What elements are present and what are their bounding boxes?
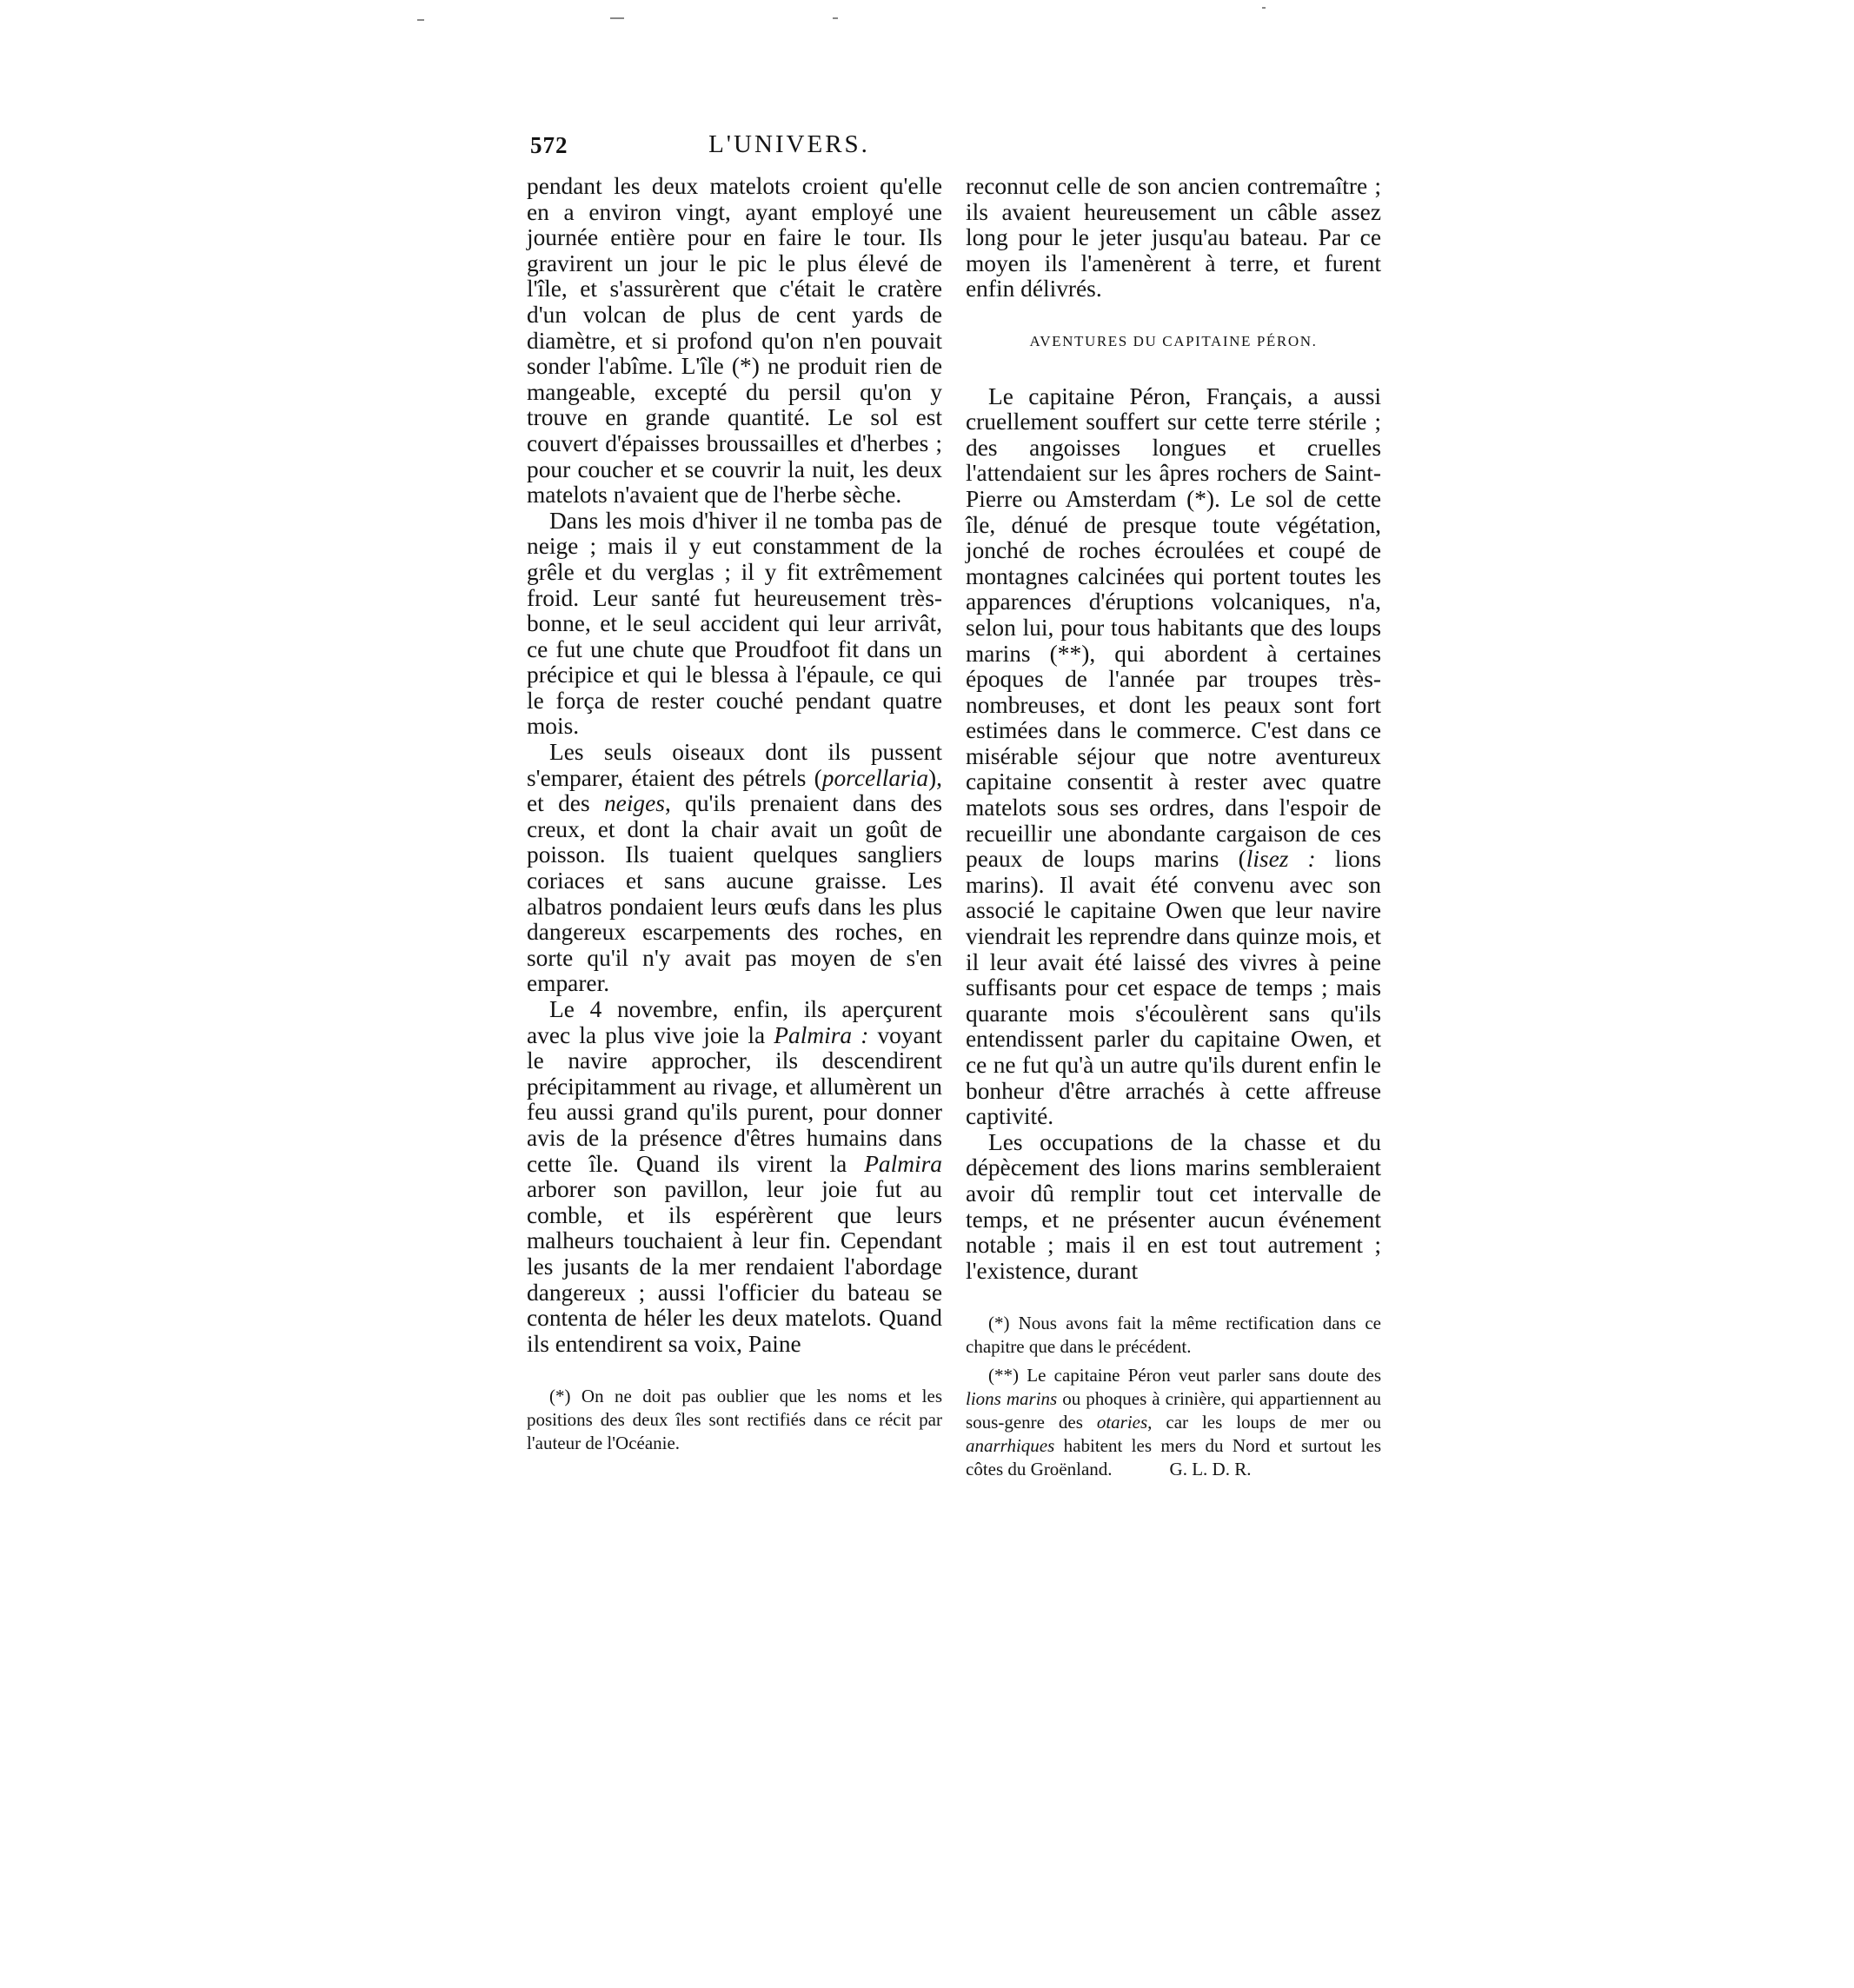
text-run: Les seuls oiseaux dont ils pussent s'emparer, étaient des pétrels ( — [527, 739, 942, 791]
italic-term: anarrhiques — [966, 1435, 1055, 1457]
running-title: L'UNIVERS. — [708, 130, 870, 158]
paragraph: pendant les deux matelots croient qu'elle en a environ vingt, ayant employé une journée entière pour en faire le tour. Ils gravirent un jour le pic le plus élevé de l'île, et s'assurèrent que c'était le cratère d'un volcan de plus de cent yards de diamètre, et si profond qu'on n'en pouvait sonder l'abîme. L'île (*) ne produit rien de mangeable, excepté du persil qu'on y trouve en grande quantité. Le sol est couvert d'épaisses broussailles et d'herbes ; pour coucher et se couvrir la nuit, les deux matelots n'avaient que de l'herbe sèche. — [527, 173, 942, 509]
page-header — [530, 129, 1048, 167]
paragraph: Dans les mois d'hiver il ne tomba pas de neige ; mais il y eut constamment de la grêle et du verglas ; il y fit extrêmement froid. Leur santé fut heureusement très-bonne, et le seul accident qui leur arrivât, ce fut une chute que Proudfoot fit dans un précipice et qui le blessa à l'épaule, ce qui le força de rester couché pendant quatre mois. — [527, 507, 942, 740]
italic-term: Palmira — [864, 1150, 942, 1177]
footnotes — [527, 1385, 942, 1455]
text-run: Le 4 novembre, enfin, ils aperçurent avec la plus vive joie la — [527, 996, 942, 1048]
section-heading: AVENTURES DU CAPITAINE PÉRON. — [1029, 332, 1318, 349]
right-column — [966, 174, 1381, 1486]
footnote-separator — [966, 1284, 1381, 1312]
italic-term: otaries, — [1096, 1412, 1153, 1433]
footnote-signature: G. L. D. R. — [1169, 1459, 1252, 1480]
text-run: Le capitaine Péron, Français, a aussi cruellement souffert sur cette terre stérile ; des angoisses longues et cruelles l'attendaient sur les âpres rochers de Saint-Pierre ou Amsterdam (*). Le sol de cette île, dénué de presque toute végétation, jonché de roches écroulées et coupé de montagnes calcinées qui portent toutes les apparences d'éruptions volcaniques, n'a, selon lui, pour tous habitants que des loups marins (**), qui abordent à certaines époques de l'année par troupes très-nombreuses, et dont les peaux sont fort estimées dans le commerce. C'est dans ce misérable séjour que notre aventureux capitaine consentit à rester avec quatre matelots sous ses ordres, dans l'espoir de recueillir une abondante cargaison de ces peaux de loups marins ( — [966, 382, 1381, 873]
italic-term: lisez : — [1246, 846, 1316, 873]
text-run: arborer son pavillon, leur joie fut au comble, et ils espérèrent que leurs malheurs touchaient à leur fin. Cependant les jusants de la mer rendaient l'abordage dangereux ; aussi l'officier du bateau se contenta de héler les deux matelots. Quand ils entendirent sa voix, Paine — [527, 1176, 942, 1357]
scan-speck — [833, 17, 838, 19]
text-run: car les loups de mer ou — [1152, 1412, 1381, 1433]
footnote: (*) Nous avons fait la même rectification dans ce chapitre que dans le précédent. — [966, 1313, 1381, 1358]
text-run: ou phoques à crinière, qui appartiennent au sous-genre des — [966, 1388, 1381, 1433]
footnote-separator — [527, 1357, 942, 1385]
italic-term: lions marins — [966, 1388, 1058, 1410]
scan-speck — [610, 17, 624, 19]
paragraph — [527, 740, 942, 997]
text-run: habitent les mers du Nord et surtout les côtes du Groënland. — [966, 1435, 1381, 1480]
page-number: 572 — [530, 132, 568, 158]
text-run: lions marins). Il avait été convenu avec son associé le capitaine Owen que leur navire viendrait les reprendre dans quinze mois, et il leur avait été laissé des vivres à peine suffisants pour cet espace de temps ; mais quarante mois s'écoulèrent sans qu'ils entendissent parler du capitaine Owen, et ce ne fut qu'à un autre qu'ils durent enfin le bonheur d'être arrachés à cette affreuse captivité. — [966, 846, 1381, 1130]
italic-term: neiges — [603, 790, 665, 817]
text-run: (**) Le capitaine Péron veut parler sans doute des — [988, 1365, 1381, 1386]
italic-term: Palmira : — [774, 1021, 869, 1048]
footnote: (*) On ne doit pas oublier que les noms et les positions des deux îles sont rectifiés dans ce récit par l'auteur de l'Océanie. — [527, 1386, 942, 1454]
left-column — [527, 174, 942, 1460]
italic-term: porcellaria — [821, 764, 929, 791]
footnotes — [966, 1312, 1381, 1481]
paragraph — [966, 384, 1381, 1130]
paragraph — [527, 997, 942, 1357]
scan-speck — [417, 19, 424, 21]
text-run: ), et des — [527, 764, 942, 817]
paragraph: Les occupations de la chasse et du dépècement des lions marins sembleraient avoir dû remplir tout cet intervalle de temps, et ne présenter aucun événement notable ; mais il en est tout autrement ; l'existence, durant — [966, 1128, 1381, 1284]
paragraph: reconnut celle de son ancien contremaître ; ils avaient heureusement un câble assez long pour le jeter jusqu'au bateau. Par ce moyen ils l'amenèrent à terre, et furent enfin délivrés. — [966, 173, 1381, 303]
text-run: , qu'ils prenaient dans des creux, et dont la chair avait un goût de poisson. Ils tuaient quelques sangliers coriaces et sans aucune graisse. Les albatros pondaient leurs œufs dans les plus dangereux escarpements des roches, en sorte qu'il n'y avait pas moyen de s'en emparer. — [527, 790, 942, 997]
text-run: voyant le navire approcher, ils descendirent précipitamment au rivage, et allumèrent un feu aussi grand qu'ils purent, pour donner avis de la présence d'êtres humains dans cette île. Quand ils virent la — [527, 1021, 942, 1177]
footnote — [966, 1364, 1381, 1481]
scan-speck — [1262, 7, 1266, 9]
